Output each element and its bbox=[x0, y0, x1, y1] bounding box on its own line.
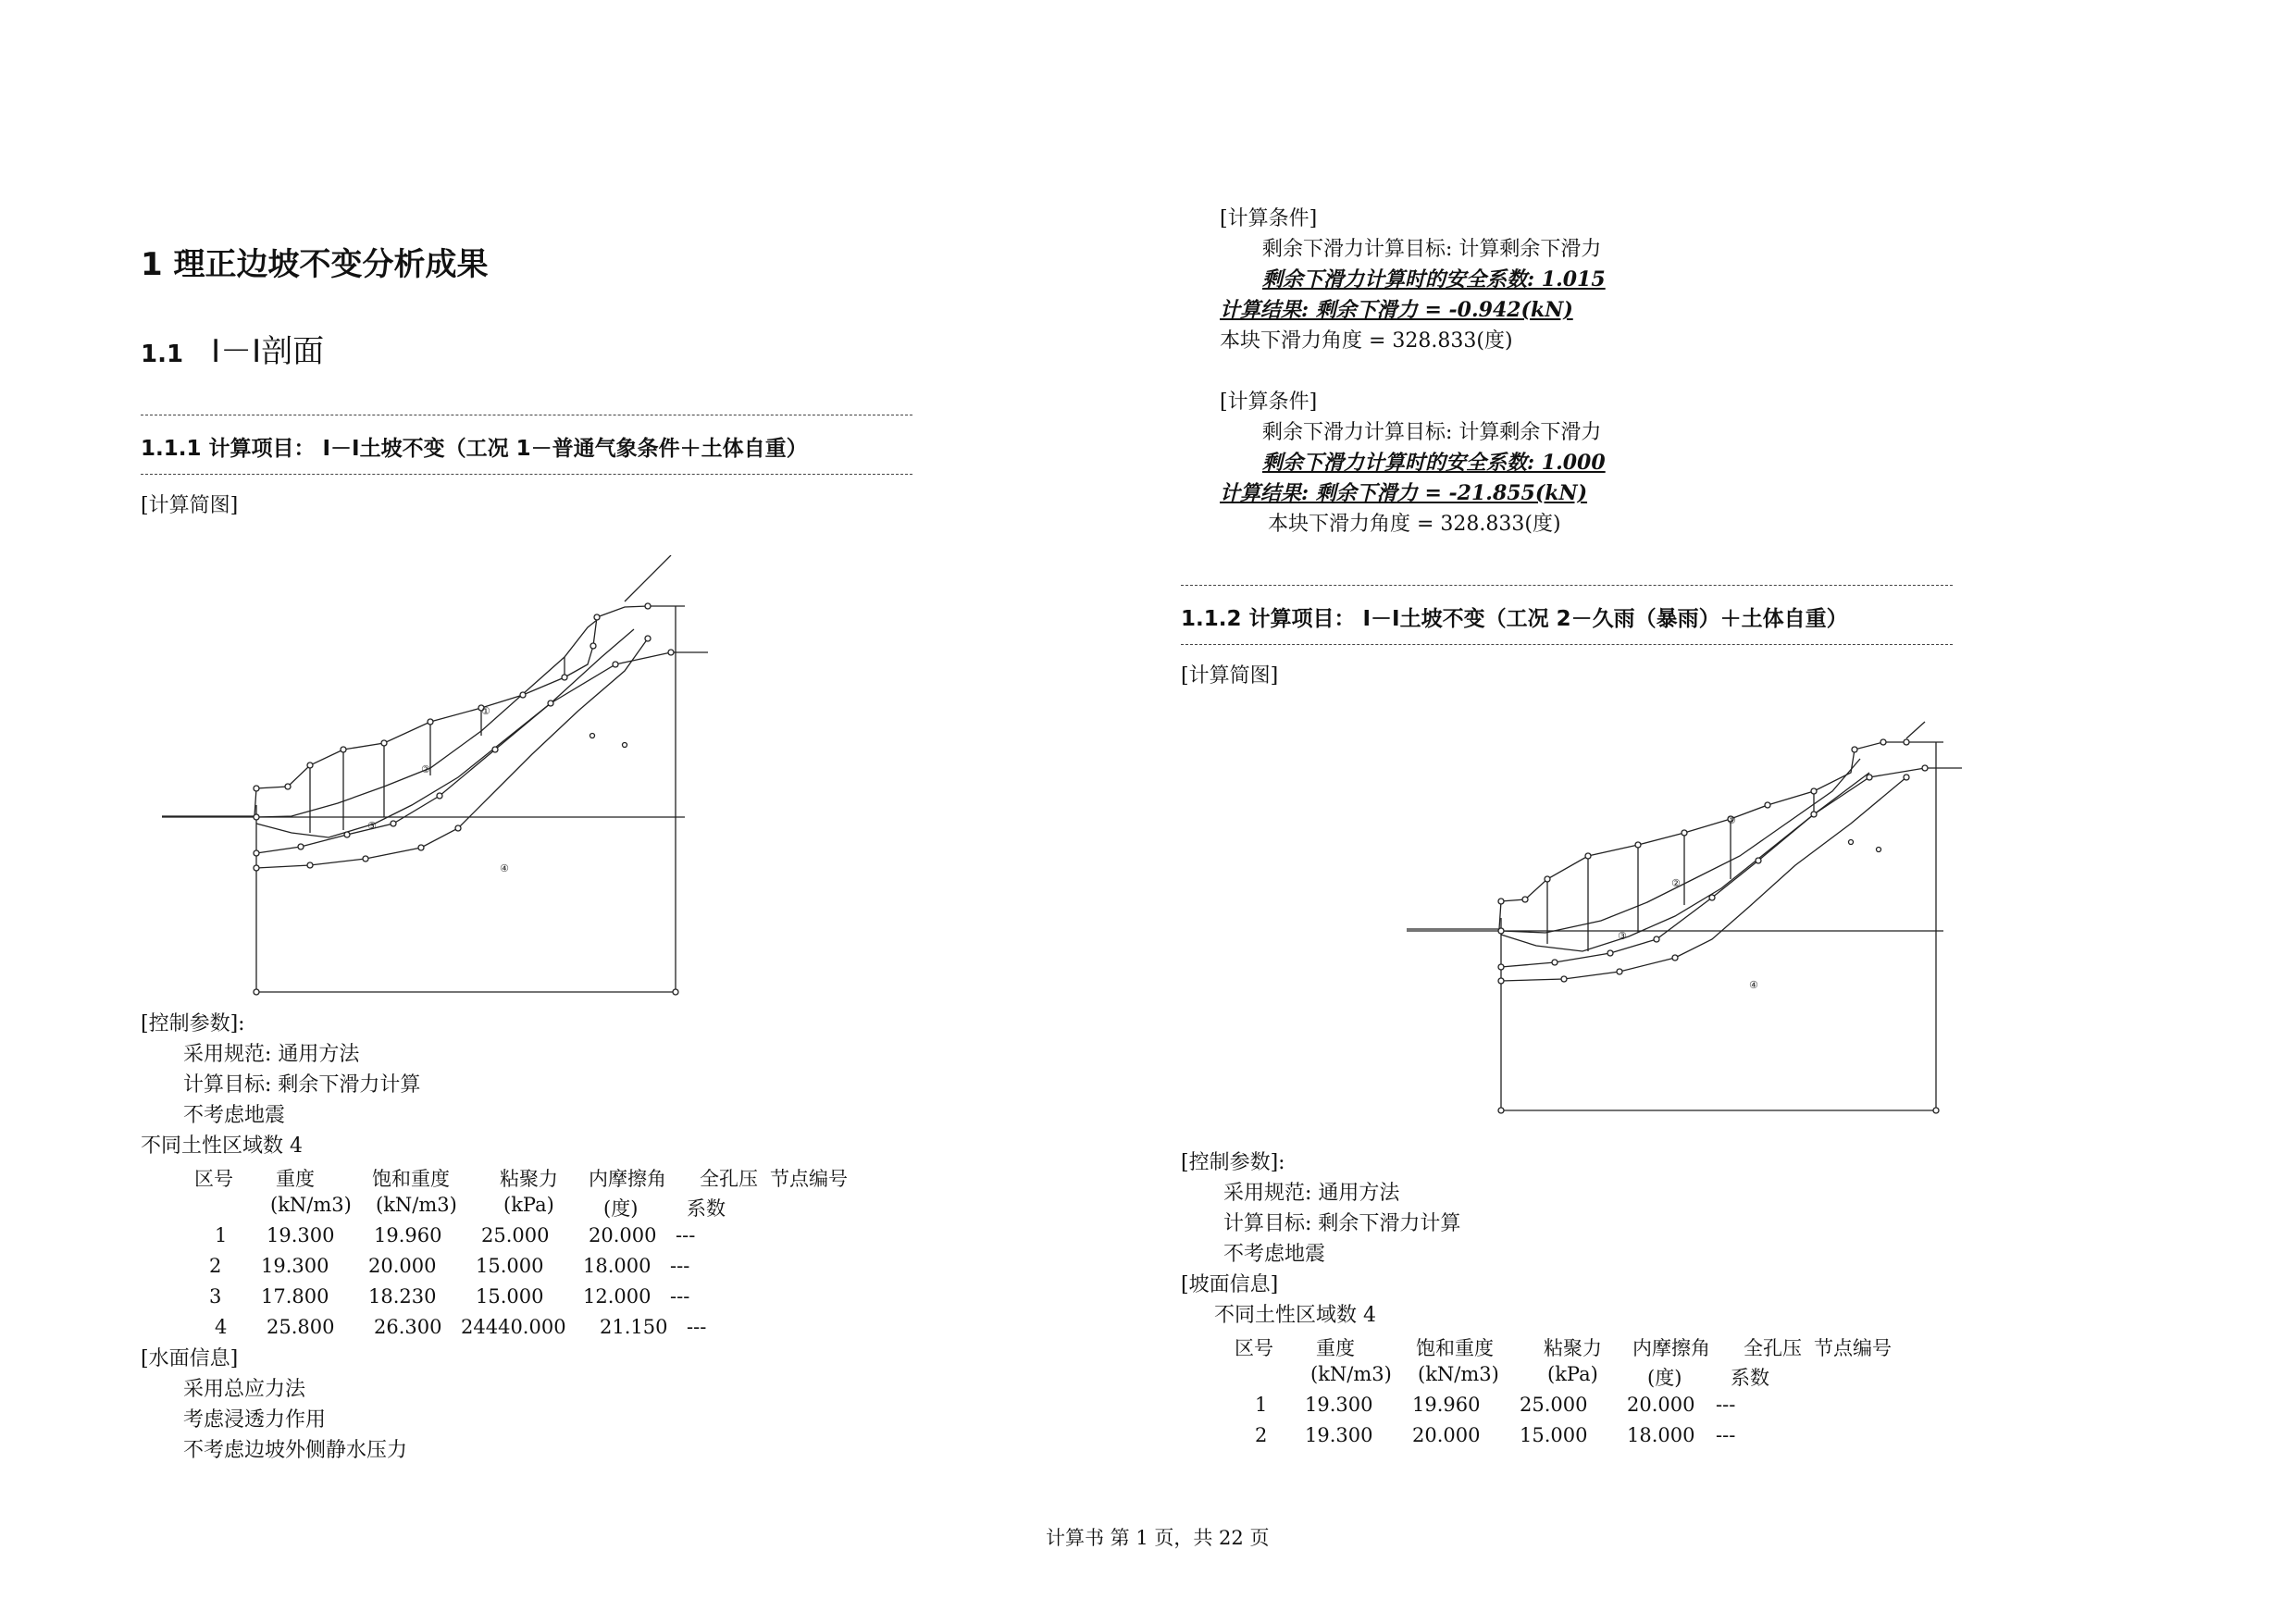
section-name: Ⅰ－Ⅰ剖面 bbox=[211, 333, 325, 370]
cell: 25.000 bbox=[481, 1224, 550, 1246]
unit: (度) bbox=[1647, 1367, 1682, 1389]
cell: 18.000 bbox=[583, 1255, 652, 1277]
cell: 18.000 bbox=[1627, 1424, 1695, 1446]
unit: (kPa) bbox=[503, 1194, 554, 1216]
safety-factor: 剩余下滑力计算时的安全系数: 1.015 bbox=[1262, 267, 1606, 291]
table-units bbox=[1181, 1363, 1921, 1391]
col-header: 全孔压 bbox=[700, 1168, 758, 1190]
water-info-label: [水面信息] bbox=[141, 1347, 239, 1370]
cell: --- bbox=[1716, 1424, 1736, 1446]
cell: 15.000 bbox=[476, 1285, 544, 1308]
soil-region-count: 不同土性区域数 4 bbox=[1214, 1304, 1376, 1327]
cell: 20.000 bbox=[1627, 1394, 1695, 1416]
cell: 4 bbox=[215, 1316, 228, 1338]
table-row bbox=[1181, 1394, 1921, 1421]
cell: 1 bbox=[1255, 1394, 1268, 1416]
unit: (kN/m3) bbox=[270, 1194, 352, 1216]
cell: 20.000 bbox=[368, 1255, 437, 1277]
col-header: 粘聚力 bbox=[500, 1168, 558, 1190]
chapter-title: 1 理正边坡不变分析成果 bbox=[141, 246, 489, 283]
unit: (度) bbox=[603, 1197, 639, 1220]
diagram-label-1: [计算简图] bbox=[141, 494, 239, 517]
cell: --- bbox=[670, 1285, 690, 1308]
cell: 19.300 bbox=[1305, 1394, 1373, 1416]
cell: 15.000 bbox=[1520, 1424, 1588, 1446]
cell: --- bbox=[1716, 1394, 1736, 1416]
table-row bbox=[1181, 1424, 1921, 1452]
col-header: 节点编号 bbox=[1814, 1337, 1892, 1359]
cell: 19.300 bbox=[1305, 1424, 1373, 1446]
water-item: 采用总应力法 bbox=[183, 1378, 306, 1401]
control-item: 不考虑地震 bbox=[183, 1104, 286, 1127]
control-item: 采用规范: 通用方法 bbox=[183, 1043, 360, 1066]
slide-angle: 本块下滑力角度 = 328.833(度) bbox=[1268, 513, 1561, 536]
cell: 12.000 bbox=[583, 1285, 652, 1308]
col-header: 内摩擦角 bbox=[1632, 1337, 1710, 1359]
table-row bbox=[141, 1316, 881, 1344]
table-header bbox=[141, 1164, 881, 1192]
control-item: 不考虑地震 bbox=[1223, 1243, 1326, 1266]
col-header: 节点编号 bbox=[770, 1168, 848, 1190]
region-label: ④ bbox=[500, 862, 509, 874]
cell: 25.800 bbox=[267, 1316, 335, 1338]
control-item: 计算目标: 剩余下滑力计算 bbox=[183, 1073, 421, 1097]
table-header bbox=[1181, 1333, 1921, 1361]
cell: 2 bbox=[209, 1255, 222, 1277]
divider bbox=[1181, 585, 1953, 586]
region-label: ③ bbox=[1618, 930, 1627, 942]
col-header: 饱和重度 bbox=[1416, 1337, 1494, 1359]
diagram-label-2: [计算简图] bbox=[1181, 664, 1279, 688]
col-header: 重度 bbox=[276, 1168, 315, 1190]
divider bbox=[141, 474, 912, 475]
section-title bbox=[141, 326, 324, 371]
cell: --- bbox=[670, 1255, 690, 1277]
cell: 26.300 bbox=[374, 1316, 442, 1338]
unit: (kN/m3) bbox=[376, 1194, 457, 1216]
region-label: ② bbox=[1671, 877, 1681, 889]
calc-result: 计算结果: 剩余下滑力 = -0.942(kN) bbox=[1220, 298, 1573, 322]
region-label: ① bbox=[1727, 814, 1736, 826]
divider bbox=[1181, 644, 1953, 645]
control-params-label: [控制参数]: bbox=[141, 1012, 245, 1035]
col-header: 全孔压 bbox=[1744, 1337, 1802, 1359]
table-row bbox=[141, 1285, 881, 1313]
region-label: ③ bbox=[367, 820, 377, 832]
safety-factor: 剩余下滑力计算时的安全系数: 1.000 bbox=[1262, 451, 1606, 475]
cell: --- bbox=[687, 1316, 707, 1338]
cell: 1 bbox=[215, 1224, 228, 1246]
control-item: 计算目标: 剩余下滑力计算 bbox=[1223, 1212, 1461, 1235]
subsection-title-2: 1.1.2 计算项目： Ⅰ－Ⅰ土坡不变（工况 2－久雨（暴雨）＋土体自重） bbox=[1181, 607, 1848, 631]
unit: (kPa) bbox=[1547, 1363, 1598, 1385]
cell: 20.000 bbox=[589, 1224, 657, 1246]
table-row bbox=[141, 1255, 881, 1283]
slope-diagram-2 bbox=[1407, 703, 1962, 1120]
region-label: ② bbox=[421, 763, 430, 775]
control-params-label: [控制参数]: bbox=[1181, 1151, 1285, 1174]
cell: 24440.000 bbox=[461, 1316, 566, 1338]
col-header: 区号 bbox=[194, 1168, 233, 1190]
col-header: 重度 bbox=[1316, 1337, 1355, 1359]
cell: 19.300 bbox=[261, 1255, 329, 1277]
col-header: 内摩擦角 bbox=[589, 1168, 666, 1190]
col-header: 粘聚力 bbox=[1544, 1337, 1602, 1359]
calc-target: 剩余下滑力计算目标: 计算剩余下滑力 bbox=[1262, 421, 1602, 444]
cell: 20.000 bbox=[1412, 1424, 1481, 1446]
cell: 19.300 bbox=[267, 1224, 335, 1246]
region-label: ④ bbox=[1749, 979, 1758, 991]
calc-condition-label: [计算条件] bbox=[1220, 207, 1318, 230]
slope-info-label: [坡面信息] bbox=[1181, 1273, 1279, 1296]
cell: 2 bbox=[1255, 1424, 1268, 1446]
cell: 19.960 bbox=[374, 1224, 442, 1246]
region-label: ① bbox=[481, 705, 490, 717]
cell: --- bbox=[676, 1224, 696, 1246]
subsection-title-1: 1.1.1 计算项目： Ⅰ－Ⅰ土坡不变（工况 1－普通气象条件＋土体自重） bbox=[141, 437, 808, 461]
page-footer: 计算书 第 1 页，共 22 页 bbox=[1046, 1527, 1270, 1549]
col-header: 饱和重度 bbox=[372, 1168, 450, 1190]
soil-region-count: 不同土性区域数 4 bbox=[141, 1134, 303, 1158]
water-item: 不考虑边坡外侧静水压力 bbox=[183, 1439, 408, 1462]
control-item: 采用规范: 通用方法 bbox=[1223, 1182, 1400, 1205]
water-item: 考虑浸透力作用 bbox=[183, 1408, 327, 1432]
unit: 系数 bbox=[1731, 1367, 1769, 1389]
cell: 19.960 bbox=[1412, 1394, 1481, 1416]
calc-condition-label: [计算条件] bbox=[1220, 391, 1318, 414]
slope-diagram-1 bbox=[162, 555, 717, 1009]
slide-angle: 本块下滑力角度 = 328.833(度) bbox=[1220, 329, 1513, 353]
table-units bbox=[141, 1194, 881, 1221]
cell: 25.000 bbox=[1520, 1394, 1588, 1416]
cell: 21.150 bbox=[600, 1316, 668, 1338]
unit: (kN/m3) bbox=[1310, 1363, 1392, 1385]
cell: 15.000 bbox=[476, 1255, 544, 1277]
cell: 17.800 bbox=[261, 1285, 329, 1308]
calc-result: 计算结果: 剩余下滑力 = -21.855(kN) bbox=[1220, 481, 1588, 505]
unit: 系数 bbox=[687, 1197, 726, 1220]
calc-target: 剩余下滑力计算目标: 计算剩余下滑力 bbox=[1262, 238, 1602, 261]
cell: 3 bbox=[209, 1285, 222, 1308]
cell: 18.230 bbox=[368, 1285, 437, 1308]
table-row bbox=[141, 1224, 881, 1252]
section-number: 1.1 bbox=[141, 341, 184, 368]
col-header: 区号 bbox=[1235, 1337, 1273, 1359]
unit: (kN/m3) bbox=[1418, 1363, 1499, 1385]
